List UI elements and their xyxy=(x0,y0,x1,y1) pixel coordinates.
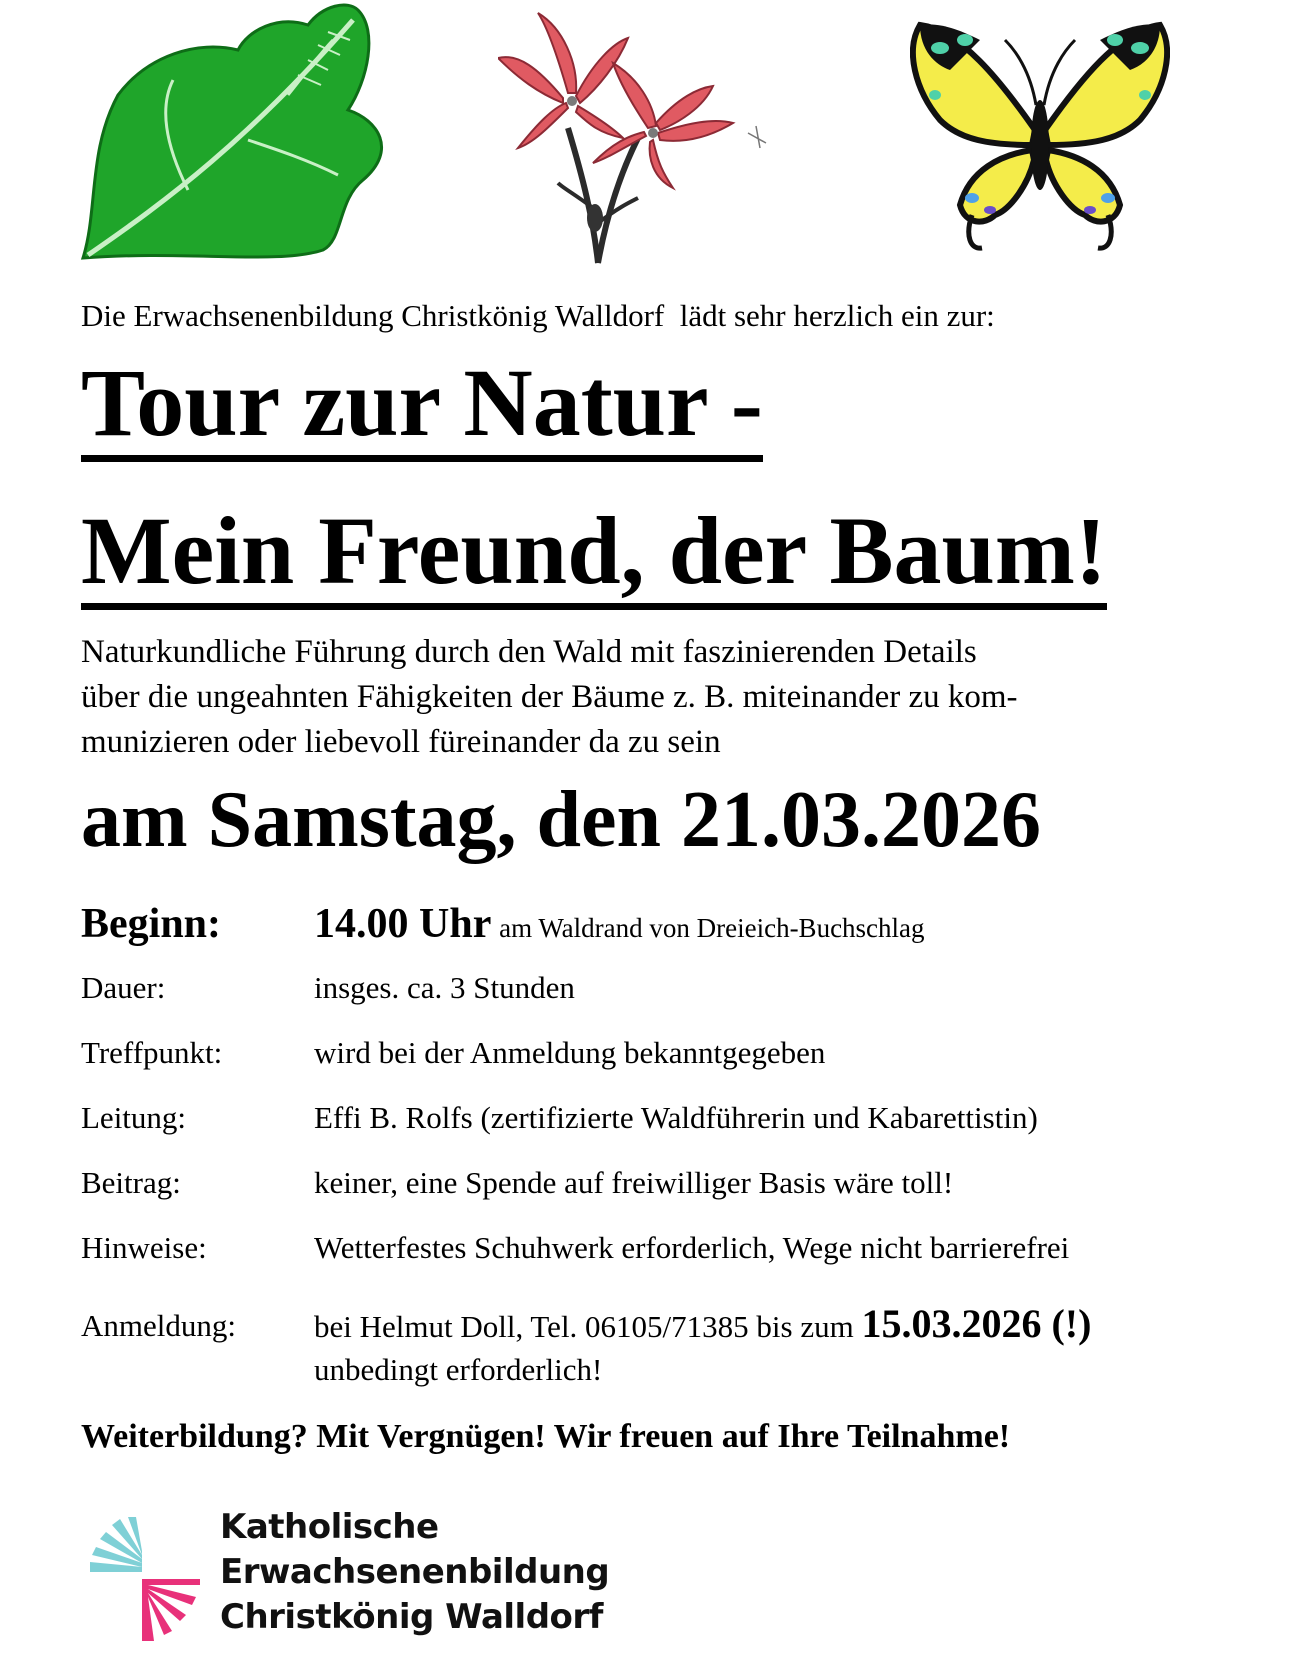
detail-label: Anmeldung: xyxy=(81,1308,236,1343)
logo-line: Erwachsenenbildung xyxy=(220,1552,610,1592)
detail-value: keiner, eine Spende auf freiwilliger Basis wäre toll! xyxy=(314,1165,954,1200)
detail-value: Wetterfestes Schuhwerk erforderlich, Wege nicht barrierefrei xyxy=(314,1230,1070,1265)
detail-label: Leitung: xyxy=(81,1100,187,1135)
leaf-icon xyxy=(78,0,398,272)
closing-line: Weiterbildung? Mit Vergnügen! Wir freuen auf Ihre Teilnahme! xyxy=(81,1418,1011,1455)
detail-value: Effi B. Rolfs (zertifizierte Waldführerin und Kabarettistin) xyxy=(314,1100,1038,1135)
logo-icon xyxy=(90,1517,200,1647)
begin-place: am Waldrand von Dreieich-Buchschlag xyxy=(499,913,925,943)
description-line: Naturkundliche Führung durch den Wald mit faszinierenden Details xyxy=(81,634,977,670)
title-line-1: Tour zur Natur - xyxy=(81,355,1281,462)
detail-value: insges. ca. 3 Stunden xyxy=(314,970,575,1005)
detail-label: Dauer: xyxy=(81,970,166,1005)
begin-time: 14.00 Uhr xyxy=(314,901,492,947)
registration-note: unbedingt erforderlich! xyxy=(314,1352,603,1387)
intro-text: Die Erwachsenenbildung Christkönig Walldorf lädt sehr herzlich ein zur: xyxy=(81,298,995,333)
butterfly-icon xyxy=(910,10,1170,260)
description xyxy=(81,630,1231,765)
detail-label: Beginn: xyxy=(81,901,222,947)
logo-line: Christkönig Walldorf xyxy=(220,1597,603,1637)
detail-value: wird bei der Anmeldung bekanntgegeben xyxy=(314,1035,826,1070)
detail-label: Hinweise: xyxy=(81,1230,207,1265)
registration-deadline: 15.03.2026 (!) xyxy=(861,1301,1092,1346)
logo-text xyxy=(220,1505,609,1640)
logo-line: Katholische xyxy=(220,1507,439,1547)
detail-label: Beitrag: xyxy=(81,1165,181,1200)
description-line: munizieren oder liebevoll füreinander da zu sein xyxy=(81,724,721,760)
registration-text: bei Helmut Doll, Tel. 06105/71385 bis zum xyxy=(314,1309,854,1344)
title-line-2: Mein Freund, der Baum! xyxy=(81,503,1281,610)
detail-label: Treffpunkt: xyxy=(81,1035,223,1070)
organizer-logo xyxy=(90,1505,610,1655)
event-date: am Samstag, den 21.03.2026 xyxy=(81,776,1042,864)
description-line: über die ungeahnten Fähigkeiten der Bäume z. B. miteinander zu kom- xyxy=(81,679,1018,715)
flower-icon xyxy=(498,8,798,280)
